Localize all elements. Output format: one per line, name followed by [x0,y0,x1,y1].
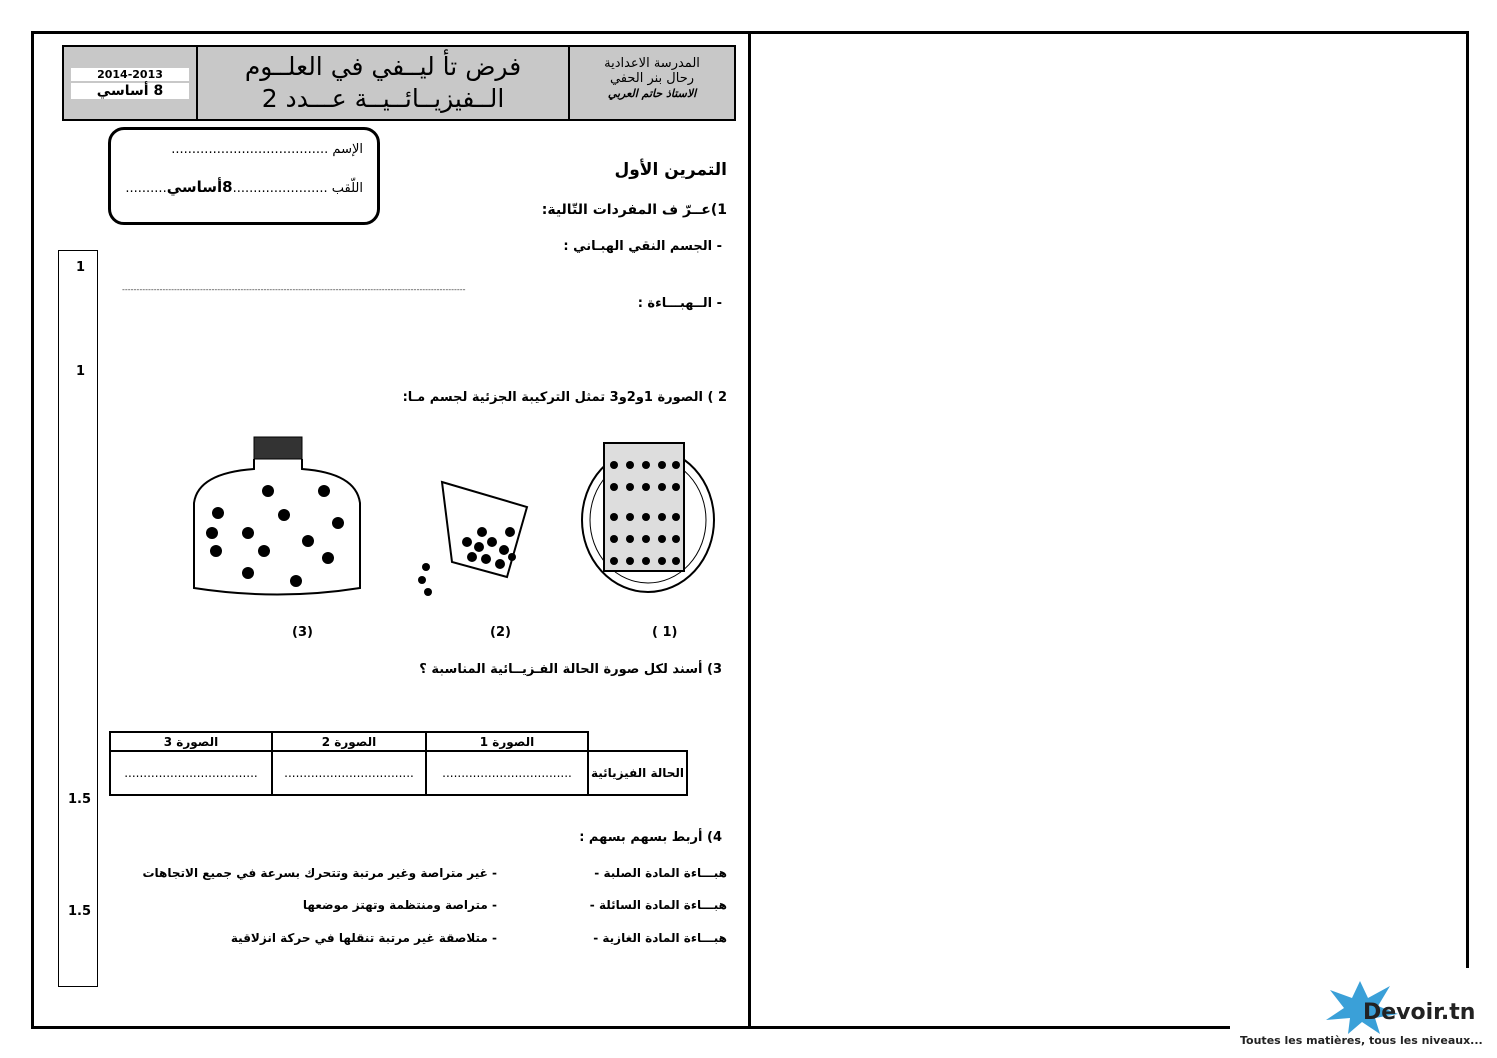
exercise-title: التمرين الأول [614,160,727,180]
figure-label-3: (3) [292,625,313,640]
match-left-3: هبـــاءة المادة الغازية - [593,931,727,945]
page-divider [748,31,751,1026]
header-year-level [64,47,198,119]
score-column [58,250,98,987]
title-line-2: الــفيزيــائــيــة عـــدد 2 [261,84,505,113]
figure-3-gas [188,433,368,598]
figure-1-solid [578,425,718,600]
match-right-1: - غير متراصة وغير مرتبة وتتحرك بسرعة في جميع الاتجاهات [142,866,497,880]
school-name: المدرسة الاعدادية [604,56,700,71]
score-4: 1.5 [68,904,92,919]
figure-label-1: ( 1) [652,625,678,640]
class-value: 8أساسي [166,178,233,196]
empty-corner [588,732,687,751]
score-3: 1.5 [68,792,92,807]
match-right-2: - متراصة ومنتظمة وتهتز موضعها [302,898,497,912]
grade-level: 8 أساسي [71,83,189,99]
logo-tagline: Toutes les matières, tous les niveaux... [1240,1034,1483,1047]
match-left-1: هبـــاءة المادة الصلبة - [594,866,727,880]
question-4: 4) أربط بسهم بسهم : [579,830,722,845]
logo-brand: Devoir.tn [1363,1000,1476,1025]
score-1: 1 [76,260,86,275]
figure-label-2: (2) [490,625,511,640]
table-header-2: الصورة 2 [272,732,426,751]
name-label: الإسم [332,142,363,157]
question-1: 1)عــرّ ف المفردات التّالية: [541,202,727,218]
exam-title [198,47,570,119]
class-dots: .......... [125,181,167,196]
match-left-2: هبـــاءة المادة السائلة - [589,898,727,912]
row-label-physical-state: الحالة الفيزيائية [588,751,687,795]
answer-cell-2[interactable]: .................................. [272,751,426,795]
school-info [570,47,734,119]
devoir-logo [1230,968,1497,1058]
match-right-3: - متلاصقة غير مرتبة تنقلها في حركة انزلاقية [230,931,497,945]
table-header-1: الصورة 1 [426,732,588,751]
name-field[interactable] [171,142,363,157]
student-info-box [108,127,380,225]
answer-line: ----------------------------------------------------------------------------------------------------------------------- [122,285,466,294]
question-1a: - الجسم النقي الهبـاني : [563,239,722,254]
name-dots: ...................................... [171,142,329,157]
school-location: رحال بنر الحفي [609,71,695,86]
answer-table [109,731,688,796]
question-3: 3) أسند لكل صورة الحالة الفـزيــائية المناسبة ؟ [419,662,722,677]
table-header-3: الصورة 3 [110,732,272,751]
answer-cell-1[interactable]: .................................. [426,751,588,795]
title-line-1: فرض تأ ليــفي في العلــوم [244,52,522,81]
surname-label: اللّقب [331,181,363,196]
score-2: 1 [76,364,86,379]
teacher-name: الاستاذ حاتم العربي [607,87,697,100]
figure-2-liquid [412,462,542,602]
surname-field[interactable] [125,178,363,196]
exam-header [62,45,736,121]
school-year: 2014-2013 [71,68,189,81]
question-1b: - الــهبـــاءة : [637,296,722,311]
answer-cell-3[interactable]: ................................... [110,751,272,795]
surname-dots: ....................... [232,181,328,196]
question-2: 2 ) الصورة 1و2و3 تمثل التركيبة الجزئية لجسم مـا: [402,390,727,405]
